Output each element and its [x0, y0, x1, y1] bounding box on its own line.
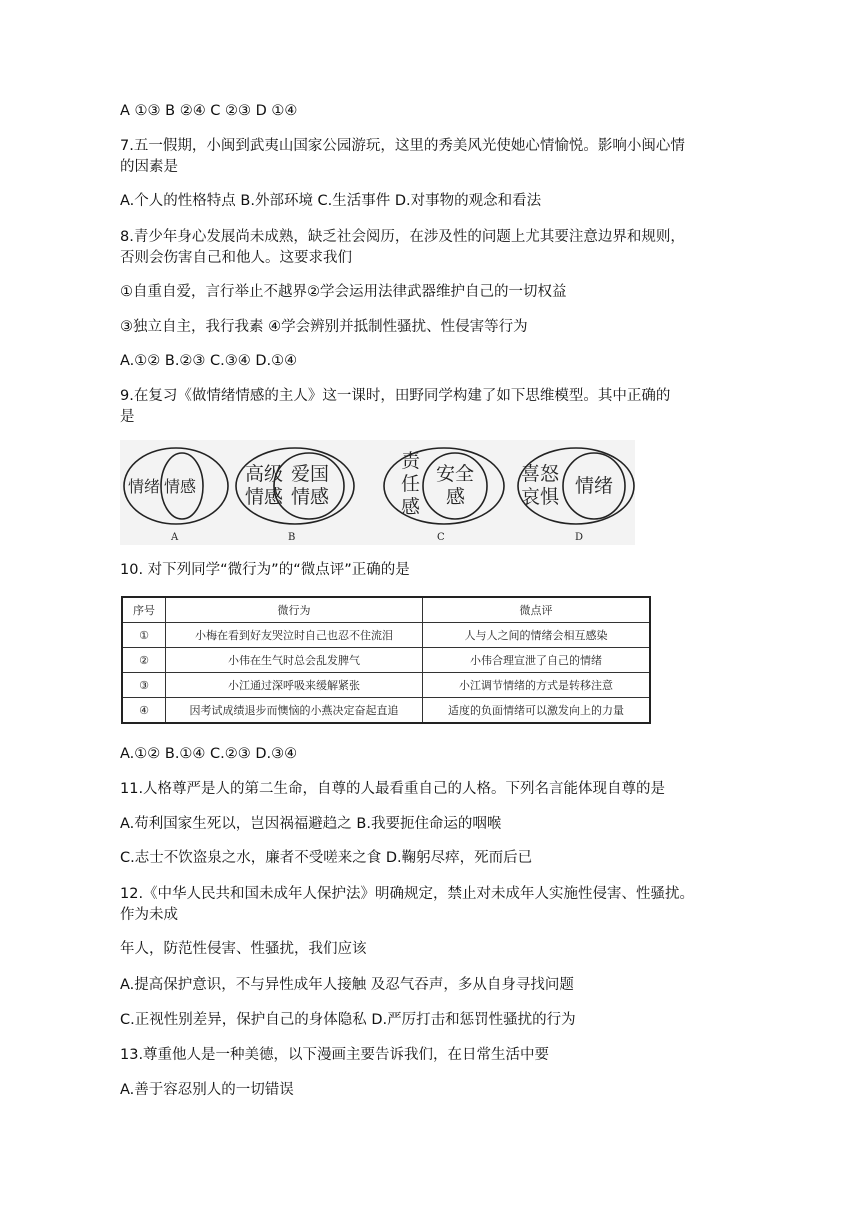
- diagram-a-label: A: [171, 532, 179, 543]
- table-cell: 小伟在生气时总会乱发脾气: [166, 648, 423, 673]
- table-cell: 小江调节情绪的方式是转移注意: [423, 673, 651, 698]
- q13-stem: 13.尊重他人是一种美德，以下漫画主要告诉我们，在日常生活中要: [120, 1047, 550, 1063]
- diagram-c-outer-text-3: 感: [401, 496, 421, 518]
- q12-options-cd: C.正视性别差异，保护自己的身体隐私 D.严厉打击和惩罚性骚扰的行为: [120, 1012, 576, 1028]
- q12-stem-line3: 年人，防范性侵害、性骚扰，我们应该: [120, 941, 367, 957]
- q7-options: A.个人的性格特点 B.外部环境 C.生活事件 D.对事物的观念和看法: [120, 193, 542, 209]
- table-header-cell: 微行为: [166, 597, 423, 623]
- diagram-b-outer-text-2: 情感: [245, 486, 284, 508]
- q11-options-ab: A.苟利国家生死以，岂因祸福避趋之 B.我要扼住命运的咽喉: [120, 816, 502, 832]
- q6-options: A ①③ B ②④ C ②③ D ①④: [120, 103, 298, 119]
- q7-stem-line2: 的因素是: [120, 159, 178, 175]
- q10-behavior-table: [121, 596, 651, 724]
- table-header-row: [122, 597, 650, 623]
- table-row: [122, 698, 650, 724]
- q10-stem: 10. 对下列同学“微行为”的“微点评”正确的是: [120, 562, 410, 578]
- q10-options: A.①② B.①④ C.②③ D.③④: [120, 746, 298, 762]
- diagram-d-inner-text: 情绪: [575, 475, 614, 497]
- q9-stem-line2: 是: [120, 409, 135, 425]
- q8-options: A.①② B.②③ C.③④ D.①④: [120, 353, 298, 369]
- table-row: [122, 623, 650, 648]
- q8-stem-line1: 8.青少年身心发展尚未成熟，缺乏社会阅历，在涉及性的问题上尤其要注意边界和规则，: [120, 229, 685, 245]
- table-cell: 小江通过深呼吸来缓解紧张: [166, 673, 423, 698]
- q12-stem-line1: 12.《中华人民共和国未成年人保护法》明确规定，禁止对未成年人实施性侵害、性骚扰。: [120, 886, 695, 902]
- table-cell: 人与人之间的情绪会相互感染: [423, 623, 651, 648]
- table-cell: ④: [122, 698, 166, 724]
- table-row: [122, 648, 650, 673]
- table-cell: 小梅在看到好友哭泣时自己也忍不住流泪: [166, 623, 423, 648]
- table-header-cell: 序号: [122, 597, 166, 623]
- table-cell: ②: [122, 648, 166, 673]
- diagram-b-outer-text-1: 高级: [245, 463, 284, 485]
- diagram-c-outer-text-1: 责: [401, 450, 421, 472]
- q8-statement-3-4: ③独立自主，我行我素 ④学会辨别并抵制性骚扰、性侵害等行为: [120, 319, 528, 335]
- q12-stem-line2: 作为未成: [120, 907, 178, 923]
- table-row: [122, 673, 650, 698]
- q8-stem-line2: 否则会伤害自己和他人。这要求我们: [120, 250, 352, 266]
- table-cell: 因考试成绩退步而懊恼的小燕决定奋起直追: [166, 698, 423, 724]
- table-cell: 小伟合理宣泄了自己的情绪: [423, 648, 651, 673]
- diagram-c-inner-text-1: 安全: [436, 463, 475, 485]
- q9-thinking-model-figure: [120, 440, 635, 545]
- diagram-c-inner-text-2: 感: [446, 486, 466, 508]
- diagram-d-outer-text-2: 哀惧: [521, 486, 560, 508]
- diagram-c-label: C: [437, 532, 445, 543]
- table-cell: 适度的负面情绪可以激发向上的力量: [423, 698, 651, 724]
- table-cell: ①: [122, 623, 166, 648]
- diagram-a-outer-text: 情绪: [128, 477, 161, 496]
- diagram-b-inner-text-2: 情感: [291, 486, 330, 508]
- venn-diagrams: [120, 440, 635, 545]
- q11-stem: 11.人格尊严是人的第二生命，自尊的人最看重自己的人格。下列名言能体现自尊的是: [120, 781, 666, 797]
- q13-option-a: A.善于容忍别人的一切错误: [120, 1082, 294, 1098]
- diagram-a-inner-text: 情感: [164, 477, 197, 496]
- q12-options-ab: A.提高保护意识，不与异性成年人接触 及忍气吞声，多从自身寻找问题: [120, 977, 574, 993]
- table-header-cell: 微点评: [423, 597, 651, 623]
- diagram-d-label: D: [575, 532, 584, 543]
- diagram-b-inner-text-1: 爱国: [291, 463, 330, 485]
- q9-stem-line1: 9.在复习《做情绪情感的主人》这一课时，田野同学构建了如下思维模型。其中正确的: [120, 388, 671, 404]
- diagram-b-label: B: [288, 532, 296, 543]
- table-cell: ③: [122, 673, 166, 698]
- diagram-c-outer-text-2: 任: [401, 473, 421, 495]
- q11-options-cd: C.志士不饮盗泉之水，廉者不受嗟来之食 D.鞠躬尽瘁，死而后已: [120, 850, 533, 866]
- q7-stem-line1: 7.五一假期，小闽到武夷山国家公园游玩，这里的秀美风光使她心情愉悦。影响小闽心情: [120, 138, 685, 154]
- diagram-d-outer-text-1: 喜怒: [521, 463, 560, 485]
- q8-statement-1-2: ①自重自爱，言行举止不越界②学会运用法律武器维护自己的一切权益: [120, 284, 567, 300]
